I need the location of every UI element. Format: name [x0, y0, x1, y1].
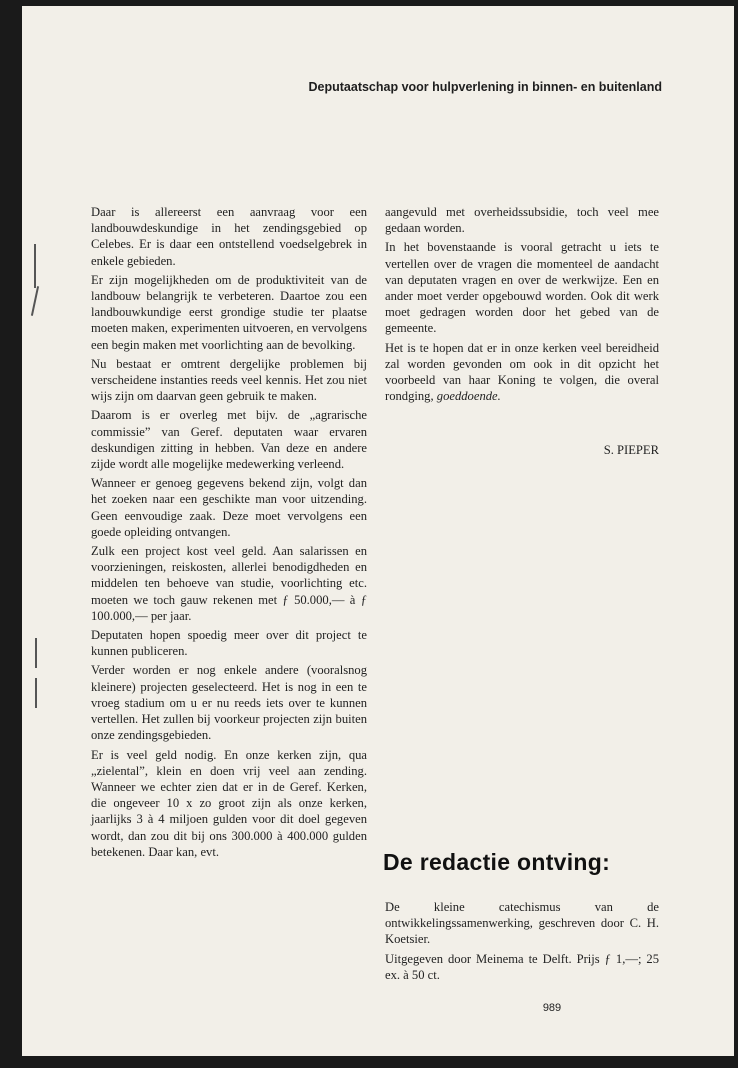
paragraph: Wanneer er genoeg gegevens bekend zijn, volgt dan het zoeken naar een geschikte man voor uitzending. Geen eenvoudige zaak. Deze moet vervolgens een goede opleiding ontvangen.: [91, 476, 367, 539]
closing-emphasis: goeddoende.: [436, 389, 501, 404]
redactie-body: [385, 899, 659, 986]
scan-mark: [34, 244, 36, 288]
left-column: [91, 204, 367, 863]
page-number: 989: [542, 1002, 562, 1014]
paragraph: Deputaten hopen spoedig meer over dit project te kunnen publiceren.: [91, 628, 367, 659]
paragraph: Er is veel geld nodig. En onze kerken zijn, qua „zielental”, klein en doen vrij veel aan zending. Wanneer we echter zien dat er in de Geref. Kerken, die ongeveer 10 x zo groot zijn als onze kerken, jaarlijks 3 à 4 miljoen gulden voor dit doel gegeven wordt, dan zou dit bij ons 300.000 à 400.000 gulden betekenen. Daar kan, evt.: [91, 747, 367, 859]
paragraph: Nu bestaat er omtrent dergelijke problemen bij verscheidene instanties reeds veel kennis. Het zou niet wijs zijn om daarvan geen gebruik te maken.: [91, 356, 367, 404]
scan-mark: [31, 286, 39, 316]
page: [22, 6, 734, 1056]
paragraph: Er zijn mogelijkheden om de produktiviteit van de landbouw belangrijk te verbeteren. Daartoe zou een landbouwkundige eerst grondige studie ter plaatse moeten maken, experimenten uitvoeren, en vervolgens een begin maken met voorlichting aan de bevolking.: [91, 272, 367, 352]
paragraph: aangevuld met overheidssubsidie, toch veel mee gedaan worden.: [385, 205, 659, 236]
paragraph: De kleine catechismus van de ontwikkelingssamenwerking, geschreven door C. H. Koetsier.: [385, 900, 659, 947]
paragraph: In het bovenstaande is vooral getracht u iets te vertellen over de vragen die momenteel de aandacht van deputaten vragen en over de werkwijze. Een en ander moet verder opgebouwd worden. Ook dit werk moet gedragen worden door het gebed van de gemeente.: [385, 240, 659, 336]
paragraph: Daar is allereerst een aanvraag voor een landbouwdeskundige in het zendingsgebied op Celebes. Er is daar een ontstellend voedselgebrek in enkele gebieden.: [91, 205, 367, 268]
signature: S. PIEPER: [603, 443, 659, 457]
redactie-title: De redactie ontving:: [383, 849, 611, 875]
running-header: Deputaatschap voor hulpverlening in binnen- en buitenland: [308, 80, 662, 94]
paragraph: Zulk een project kost veel geld. Aan salarissen en voorzieningen, reiskosten, allerlei benodigdheden en middelen ten behoeve van studie, voorlichting etc. moeten we toch gauw rekenen met ƒ 50.000,— à ƒ 100.000,— per jaar.: [91, 544, 367, 623]
paragraph: Uitgegeven door Meinema te Delft. Prijs ƒ 1,—; 25 ex. à 50 ct.: [385, 951, 659, 982]
paragraph: Daarom is er overleg met bijv. de „agrarische commissie” van Geref. deputaten waar ervaren deskundigen zitting in hebben. Van deze en andere zijde wordt alle mogelijke medewerking verleend.: [91, 408, 367, 472]
scan-mark: [35, 638, 37, 668]
paragraph-closing: [385, 340, 659, 405]
scan-mark: [35, 678, 37, 708]
paragraph: Verder worden er nog enkele andere (vooralsnog kleinere) projecten geselecteerd. Het is nog in een te vroeg stadium om u er nu reeds iets over te kunnen vertellen. Het zullen bij voorkeur projecten zijn buiten onze zendingsgebieden.: [91, 663, 367, 743]
right-column: [385, 204, 659, 407]
closing-text: Het is te hopen dat er in onze kerken veel bereidheid zal worden gevonden om ook in dit opzicht het voorbeeld van haar Koning te volgen, die overal rondging,: [385, 340, 659, 404]
